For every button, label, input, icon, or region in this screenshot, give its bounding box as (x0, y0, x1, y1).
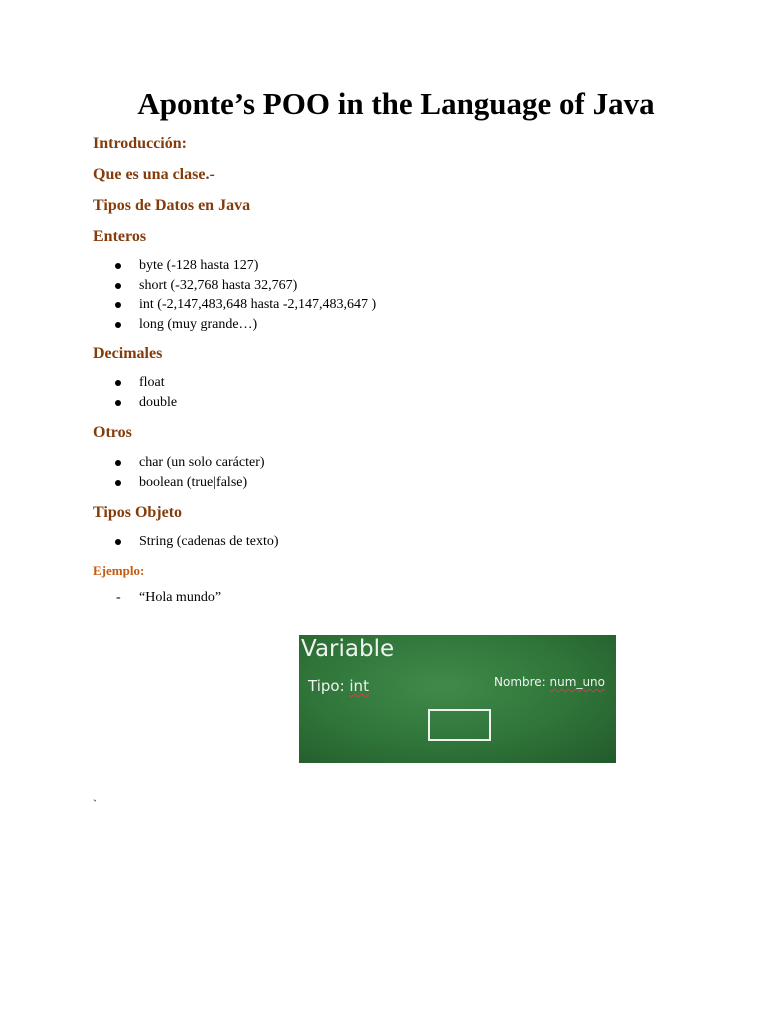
list-item (0, 276, 376, 296)
types-heading: Tipos de Datos en Java (93, 197, 251, 214)
list-item-text: int (-2,147,483,648 hasta -2,147,483,647 ) (139, 297, 377, 312)
list-item-text: long (muy grande…) (139, 316, 258, 332)
bullet-icon (115, 539, 121, 545)
list-item (0, 532, 279, 552)
list-item (0, 373, 177, 393)
tipos-objeto-list (0, 532, 279, 552)
bullet-icon (115, 460, 121, 466)
otros-list (0, 453, 265, 492)
list-item (0, 473, 265, 493)
tipo-label-text: Tipo: (308, 677, 350, 695)
enteros-list (0, 256, 376, 334)
list-item (0, 295, 376, 315)
enteros-heading: Enteros (93, 228, 147, 245)
figure-nombre-label (494, 672, 605, 692)
variable-chalkboard-figure (299, 635, 616, 763)
tipo-value-text: int (349, 677, 369, 695)
bullet-icon (115, 380, 121, 386)
variable-box (428, 709, 491, 741)
figure-title: Variable (301, 636, 395, 662)
document-title: Aponte’s POO in the Language of Java (137, 86, 655, 121)
list-item (0, 393, 177, 413)
intro-heading: Introducción: (93, 135, 187, 152)
bullet-icon (115, 283, 121, 289)
stray-mark: ` (93, 797, 97, 811)
tipos-objeto-heading: Tipos Objeto (93, 504, 183, 521)
list-item-text: float (139, 375, 165, 390)
list-item (0, 588, 221, 608)
bullet-icon (115, 400, 121, 406)
list-item-text: double (139, 394, 178, 410)
list-item (0, 256, 376, 276)
dash-icon: - (116, 590, 121, 605)
list-item-text: boolean (true|false) (139, 474, 248, 490)
decimales-list (0, 373, 177, 412)
nombre-value-text: num_uno (549, 675, 605, 689)
list-item (0, 453, 265, 473)
example-list (0, 588, 221, 608)
bullet-icon (115, 480, 121, 486)
bullet-icon (115, 302, 121, 308)
list-item (0, 315, 376, 335)
figure-tipo-label (308, 675, 369, 697)
decimales-heading: Decimales (93, 345, 163, 362)
nombre-label-text: Nombre: (494, 675, 550, 689)
otros-heading: Otros (93, 424, 132, 441)
class-heading: Que es una clase.- (93, 166, 215, 183)
list-item-text: short (-32,768 hasta 32,767) (139, 277, 298, 293)
list-item-text: String (cadenas de texto) (139, 534, 279, 549)
example-heading: Ejemplo: (93, 563, 145, 578)
list-item-text: “Hola mundo” (139, 590, 222, 605)
bullet-icon (115, 322, 121, 328)
bullet-icon (115, 263, 121, 269)
list-item-text: char (un solo carácter) (139, 455, 265, 470)
list-item-text: byte (-128 hasta 127) (139, 258, 259, 273)
